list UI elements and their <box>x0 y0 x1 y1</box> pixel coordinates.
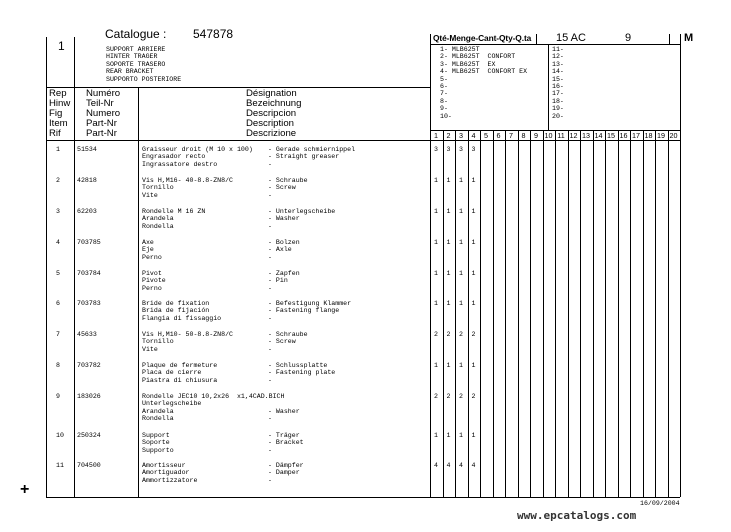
frame-left-line <box>46 37 47 497</box>
row-translation: - <box>268 284 272 292</box>
row-quantity: 1 <box>446 432 451 439</box>
qty-col-line <box>555 130 556 497</box>
row-designation: Supporto <box>142 446 174 454</box>
qty-col-number: 4 <box>471 131 476 140</box>
row-quantity: 4 <box>446 462 451 469</box>
row-designation: Vite <box>142 191 158 199</box>
row-translation: - Screw <box>268 184 296 192</box>
row-quantity: 1 <box>446 270 451 277</box>
row-quantity: 1 <box>459 300 463 307</box>
row-designation: Unterlegscheibe <box>142 400 202 408</box>
row-quantity: 1 <box>434 362 438 369</box>
row-translation: - Straight greaser <box>268 153 340 161</box>
row-quantity: 1 <box>446 177 451 184</box>
row-translation: - Washer <box>268 407 300 415</box>
row-quantity: 2 <box>446 393 451 400</box>
variant-item: 9- <box>440 105 448 113</box>
row-designation: Pivot <box>142 270 162 277</box>
row-quantity: 2 <box>434 331 438 338</box>
row-designation: Ingrassatore destro <box>142 160 218 168</box>
qty-col-number: 15 <box>607 131 615 140</box>
qty-header-div1 <box>536 34 537 44</box>
variant-item: 13- <box>552 60 564 68</box>
variant-item: 17- <box>552 90 564 98</box>
variant-item: 5- <box>440 75 448 83</box>
qty-col-line <box>543 130 544 497</box>
row-translation: - <box>268 314 272 322</box>
row-rep: 1 <box>56 146 60 153</box>
variant-item: 2- MLB625T CONFORT <box>440 53 516 61</box>
row-translation: - Schraube <box>268 177 308 184</box>
qty-col-line <box>655 130 656 497</box>
rep-col-line <box>74 88 75 497</box>
row-translation: - Dämpfer <box>268 462 304 469</box>
row-designation: Support <box>142 432 170 439</box>
variant-item: 11- <box>552 46 564 53</box>
row-rep: 2 <box>56 177 60 184</box>
col-header-line: Hinw <box>49 98 71 109</box>
qty-col-line <box>618 130 619 497</box>
row-designation: Rondella <box>142 222 174 230</box>
title-line: SOPORTE TRASERO <box>106 60 166 68</box>
title-left-divider <box>74 37 75 88</box>
title-line: HINTER TRAGER <box>106 53 158 61</box>
qty-col-line <box>630 130 631 497</box>
frame-bottom-line <box>46 497 680 498</box>
qty-col-line <box>455 130 456 497</box>
row-rep: 10 <box>56 432 64 439</box>
qty-col-number: 16 <box>619 131 628 140</box>
row-quantity: 1 <box>471 239 476 246</box>
col-header-line: Bezeichnung <box>246 98 302 109</box>
row-quantity: 2 <box>471 331 476 338</box>
row-quantity: 1 <box>459 208 463 215</box>
row-part-number: 62203 <box>77 208 97 215</box>
row-quantity: 1 <box>446 300 451 307</box>
row-translation: - Träger <box>268 432 300 439</box>
row-translation: - <box>268 415 272 423</box>
qty-col-line <box>593 130 594 497</box>
row-quantity: 3 <box>459 146 463 153</box>
row-translation: - <box>268 253 272 261</box>
row-quantity: 1 <box>446 208 451 215</box>
row-rep: 3 <box>56 208 60 215</box>
row-quantity: 1 <box>459 239 463 246</box>
row-translation: - <box>268 376 272 384</box>
qty-col-line <box>668 130 669 497</box>
row-designation: Piastra di chiusura <box>142 376 218 384</box>
row-quantity: 4 <box>434 462 438 469</box>
row-part-number: 703782 <box>77 362 101 369</box>
row-rep: 7 <box>56 331 60 338</box>
row-designation: Perno <box>142 253 162 261</box>
qty-col-number: 20 <box>669 131 678 140</box>
row-quantity: 1 <box>434 177 438 184</box>
row-part-number: 42818 <box>77 177 97 184</box>
row-quantity: 3 <box>446 146 451 153</box>
variant-item: 6- <box>440 83 448 91</box>
qty-col-number: 5 <box>484 131 488 140</box>
row-designation: Engrasador recto <box>142 153 206 161</box>
plus-mark: + <box>20 481 30 498</box>
variant-item: 1- MLB625T <box>440 46 480 53</box>
variant-item: 3- MLB625T EX <box>440 60 496 68</box>
row-designation: Vis H,M16- 40-8.8-ZN8/C <box>142 177 234 184</box>
row-translation: - Screw <box>268 338 296 346</box>
row-translation: - Axle <box>268 246 292 254</box>
row-quantity: 1 <box>471 432 476 439</box>
part-col-line <box>138 88 139 497</box>
qty-header-line <box>430 44 680 45</box>
row-translation: - <box>268 160 272 168</box>
row-quantity: 1 <box>434 208 438 215</box>
qty-col-line <box>643 130 644 497</box>
variant-item: 8- <box>440 97 448 105</box>
title-right-divider <box>430 34 431 497</box>
row-designation: Arandela <box>142 215 174 223</box>
row-rep: 4 <box>56 239 60 246</box>
row-quantity: 1 <box>434 432 438 439</box>
qty-col-number: 19 <box>657 131 665 140</box>
col-header-line: Description <box>246 118 294 129</box>
row-quantity: 2 <box>446 331 451 338</box>
col-header-numero <box>86 89 120 139</box>
row-quantity: 1 <box>471 208 476 215</box>
variant-item: 15- <box>552 75 564 83</box>
row-designation: Rondelle JEC10 10,2x26 x1,4CAD.BICH <box>142 393 285 400</box>
row-quantity: 1 <box>471 177 476 184</box>
row-quantity: 2 <box>459 331 463 338</box>
row-designation: Graisseur droit (M 10 x 100) <box>142 146 253 153</box>
col-header-line: Désignation <box>246 88 297 99</box>
variant-item: 18- <box>552 97 564 105</box>
row-designation: Soporte <box>142 439 170 447</box>
col-header-line: Descripcion <box>246 108 297 119</box>
row-designation: Arandela <box>142 407 174 415</box>
col-header-line: Rep <box>49 88 67 99</box>
frame-right-line <box>680 34 681 497</box>
col-header-designation <box>246 89 301 139</box>
qty-col-line <box>443 130 444 497</box>
plate-number: 9 <box>625 32 632 44</box>
qty-col-line <box>493 130 494 497</box>
row-translation: - <box>268 446 272 454</box>
qty-col-line <box>518 130 519 497</box>
variant-item: 12- <box>552 53 564 61</box>
row-quantity: 1 <box>471 270 476 277</box>
row-part-number: 703784 <box>77 270 101 277</box>
qty-col-line <box>468 130 469 497</box>
row-rep: 8 <box>56 362 60 369</box>
row-designation: Bride de fixation <box>142 300 210 307</box>
row-rep: 9 <box>56 393 60 400</box>
qty-col-number: 11 <box>557 131 565 140</box>
row-part-number: 250324 <box>77 432 101 439</box>
row-part-number: 183026 <box>77 393 101 400</box>
row-designation: Placa de cierre <box>142 369 202 377</box>
variants-left <box>440 46 527 120</box>
row-quantity: 3 <box>471 146 476 153</box>
row-designation: Amortisseur <box>142 462 186 469</box>
qty-col-line <box>480 130 481 497</box>
row-designation: Brida de fijación <box>142 307 210 315</box>
row-translation: - <box>268 222 272 230</box>
row-quantity: 1 <box>459 432 463 439</box>
title-line: SUPPORTO POSTERIORE <box>106 75 182 83</box>
row-designation: Ammortizzatore <box>142 476 198 484</box>
row-quantity: 1 <box>471 362 476 369</box>
row-translation: - Gerade schmiernippel <box>268 146 356 153</box>
row-quantity: 1 <box>459 270 463 277</box>
qty-col-number: 10 <box>544 131 553 140</box>
row-designation: Tornillo <box>142 338 174 346</box>
col-header-line: Rif <box>49 128 61 139</box>
variant-item: 4- MLB625T CONFORT EX <box>440 68 528 76</box>
row-translation: - Zapfen <box>268 270 300 277</box>
qty-col-number: 7 <box>509 131 513 140</box>
row-designation: Rondelle M 16 ZN <box>142 208 206 215</box>
row-translation: - Schlussplatte <box>268 362 328 369</box>
row-designation: Amortiguador <box>142 469 190 477</box>
qty-col-number: 8 <box>521 131 526 140</box>
row-quantity: 2 <box>459 393 463 400</box>
col-header-rep <box>49 89 70 139</box>
row-translation: - Damper <box>268 469 300 477</box>
row-translation: - Unterlegscheibe <box>268 208 336 215</box>
qty-col-number: 18 <box>644 131 653 140</box>
row-quantity: 1 <box>434 239 438 246</box>
variant-item: 14- <box>552 68 564 76</box>
row-part-number: 45633 <box>77 331 97 338</box>
row-rep: 11 <box>56 462 64 469</box>
row-quantity: 3 <box>434 146 438 153</box>
row-quantity: 1 <box>459 177 463 184</box>
row-part-number: 51534 <box>77 146 97 153</box>
row-quantity: 4 <box>471 462 476 469</box>
title-line: SUPPORT ARRIERE <box>106 46 166 53</box>
title-block <box>106 46 181 83</box>
row-quantity: 1 <box>459 362 463 369</box>
letter-m: M <box>684 32 694 44</box>
qty-col-line <box>530 130 531 497</box>
variant-item: 7- <box>440 90 448 98</box>
qty-col-number: 2 <box>446 131 451 140</box>
row-quantity: 1 <box>446 362 451 369</box>
row-rep: 6 <box>56 300 60 307</box>
row-designation: Vis H,M10- 50-8.8-ZN8/C <box>142 331 234 338</box>
col-header-line: Fig <box>49 108 63 119</box>
qty-col-number: 13 <box>582 131 590 140</box>
qty-header-div2 <box>669 34 670 44</box>
row-translation: - <box>268 476 272 484</box>
print-date: 16/09/2004 <box>640 500 680 507</box>
page-number: 1 <box>58 39 65 53</box>
row-translation: - Schraube <box>268 331 308 338</box>
catalogue-label: Catalogue : <box>105 27 167 41</box>
row-part-number: 703783 <box>77 300 101 307</box>
col-header-line: Numéro <box>86 88 121 99</box>
qty-col-number: 12 <box>569 131 578 140</box>
row-quantity: 4 <box>459 462 463 469</box>
variants-right <box>552 46 564 120</box>
row-translation: - Washer <box>268 215 300 223</box>
row-designation: Axe <box>142 239 154 246</box>
qty-col-line <box>568 130 569 497</box>
qty-col-number: 3 <box>459 131 463 140</box>
title-line: REAR BRACKET <box>106 68 154 76</box>
row-translation: - <box>268 191 272 199</box>
qty-col-number: 17 <box>632 131 640 140</box>
qty-col-number: 9 <box>534 131 538 140</box>
qty-col-line <box>505 130 506 497</box>
col-header-line: Item <box>49 118 68 129</box>
qty-header-label: Qté-Menge-Cant-Qty-Q.ta <box>433 33 532 43</box>
row-part-number: 703785 <box>77 239 101 246</box>
qty-col-number: 6 <box>496 131 501 140</box>
row-quantity: 2 <box>434 393 438 400</box>
row-designation: Rondella <box>142 415 174 423</box>
row-translation: - Pin <box>268 277 288 285</box>
variants-divider <box>548 44 549 130</box>
row-designation: Pivote <box>142 277 166 285</box>
variant-item: 10- <box>440 112 452 120</box>
variant-item: 16- <box>552 83 564 91</box>
model-label: 15 AC <box>556 32 586 44</box>
row-designation: Flangia di fissaggio <box>142 314 222 322</box>
variant-item: 20- <box>552 112 564 120</box>
row-translation: - Bolzen <box>268 239 300 246</box>
row-quantity: 1 <box>434 270 438 277</box>
row-designation: Perno <box>142 284 162 292</box>
catalogue-number: 547878 <box>193 27 234 41</box>
qty-col-number: 14 <box>594 131 603 140</box>
row-designation: Tornillo <box>142 184 174 192</box>
row-translation: - Fastening plate <box>268 369 336 377</box>
row-quantity: 1 <box>434 300 438 307</box>
variant-item: 19- <box>552 105 564 113</box>
row-translation: - Bracket <box>268 439 304 447</box>
row-translation: - Fastening flange <box>268 307 340 315</box>
qty-col-line <box>580 130 581 497</box>
watermark-link[interactable]: www.epcatalogs.com <box>517 509 637 522</box>
row-designation: Plaque de fermeture <box>142 362 218 369</box>
row-quantity: 2 <box>471 393 476 400</box>
qty-col-line <box>605 130 606 497</box>
row-designation: Eje <box>142 246 154 254</box>
row-quantity: 1 <box>471 300 476 307</box>
col-header-line: Descrizione <box>246 128 297 139</box>
row-designation: Vite <box>142 345 158 353</box>
row-translation: - <box>268 345 272 353</box>
col-header-line: Part-Nr <box>86 128 117 139</box>
row-rep: 5 <box>56 270 60 277</box>
row-part-number: 704500 <box>77 462 101 469</box>
colhdr-bottom-line <box>46 140 430 141</box>
col-header-line: Part-Nr <box>86 118 117 129</box>
row-quantity: 1 <box>446 239 451 246</box>
qty-col-number: 1 <box>434 131 438 140</box>
col-header-line: Numero <box>86 108 121 119</box>
col-header-line: Teil-Nr <box>86 98 114 109</box>
row-translation: - Befestigung Klammer <box>268 300 352 307</box>
